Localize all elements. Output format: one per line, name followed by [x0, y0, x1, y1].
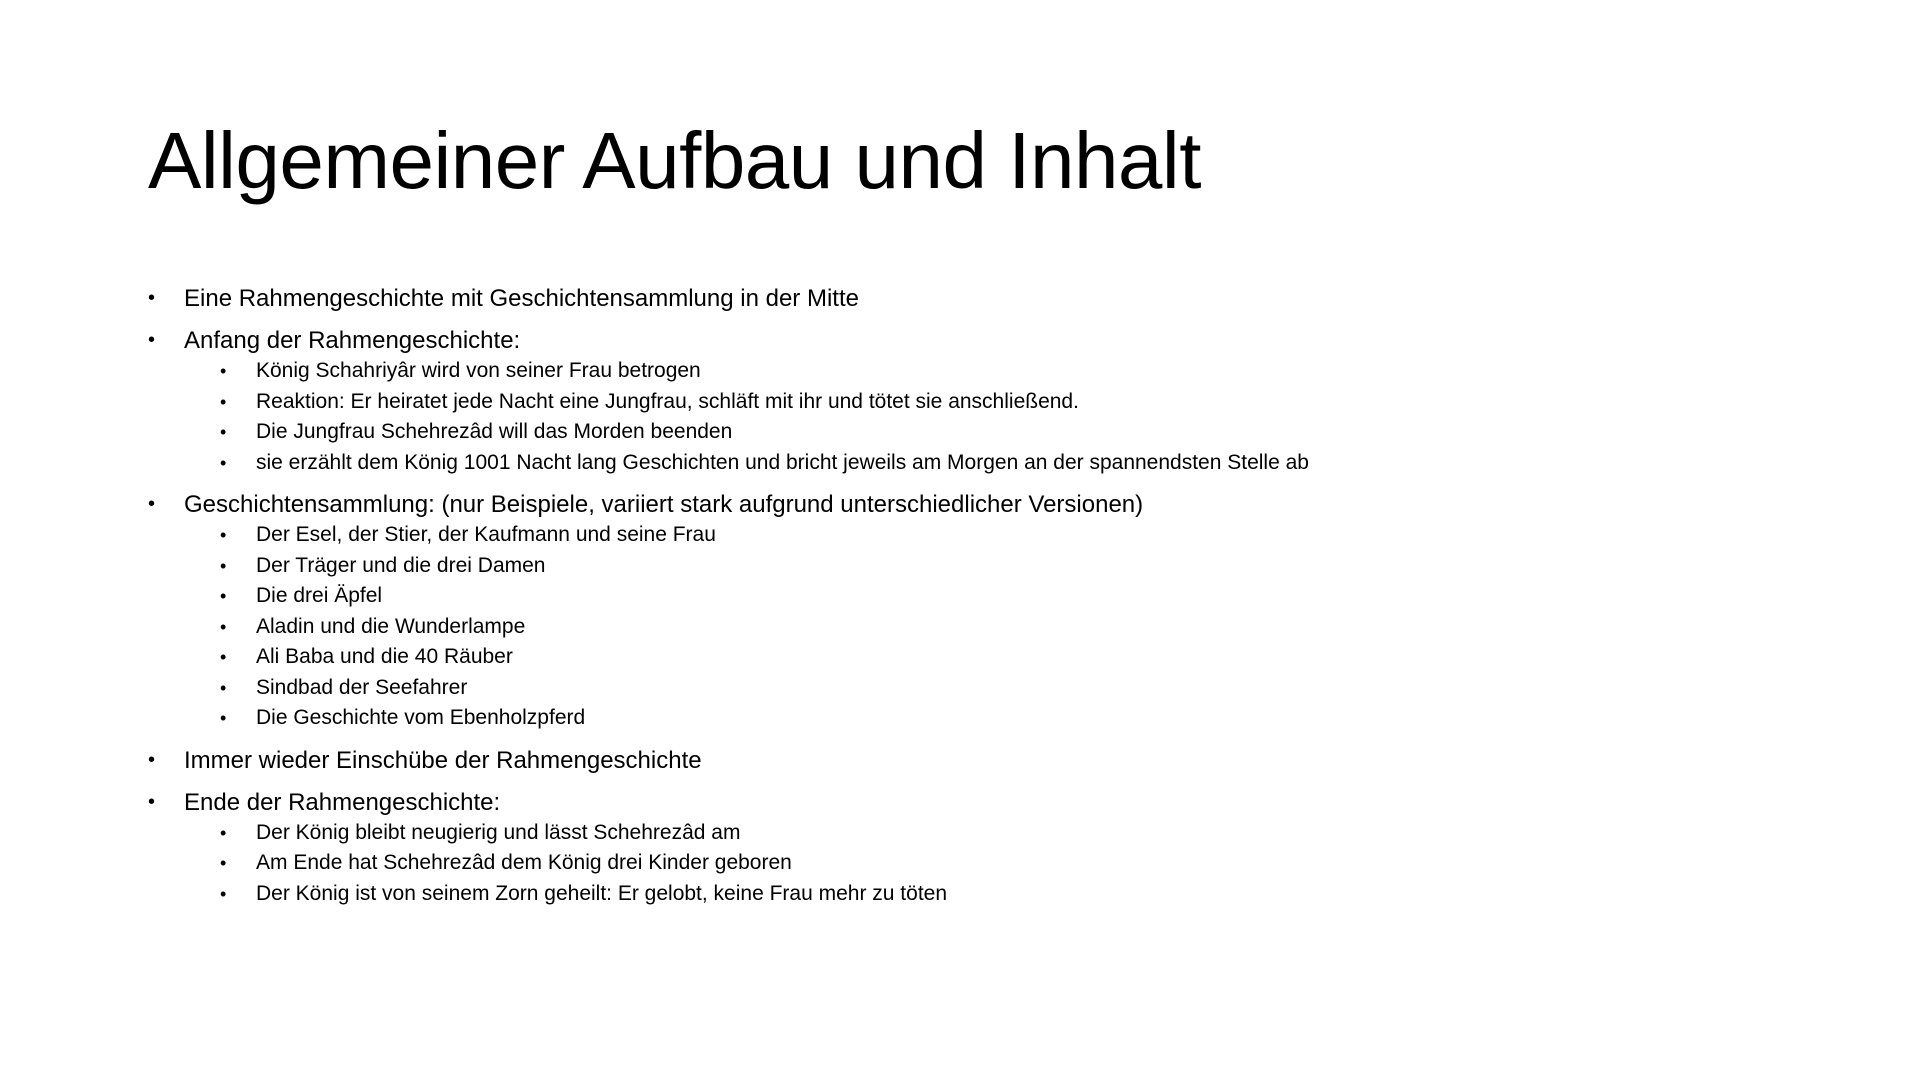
sub-bullet-icon: • — [220, 677, 227, 698]
bullet-text: Eine Rahmengeschichte mit Geschichtensammlung in der Mitte — [184, 285, 859, 312]
sub-bullet-icon: • — [220, 452, 227, 473]
sub-bullet-item — [148, 520, 1798, 551]
sub-bullet-item — [148, 387, 1798, 418]
sub-bullet-text: Reaktion: Er heiratet jede Nacht eine Jungfrau, schläft mit ihr und tötet sie anschließend. — [256, 389, 1079, 413]
sub-bullet-item — [148, 448, 1798, 479]
sub-bullet-icon: • — [220, 422, 227, 442]
sub-bullet-list — [148, 356, 1798, 478]
sub-bullet-item — [148, 417, 1798, 448]
sub-bullet-text: Ali Baba und die 40 Räuber — [256, 645, 513, 668]
sub-bullet-text: Die Geschichte vom Ebenholzpferd — [256, 706, 586, 729]
sub-bullet-item — [148, 818, 1798, 849]
sub-bullet-item — [148, 612, 1798, 643]
sub-bullet-item — [148, 879, 1798, 910]
bullet-text: Ende der Rahmengeschichte: — [184, 788, 501, 816]
bullet-icon: • — [148, 748, 156, 771]
sub-bullet-icon: • — [220, 525, 227, 545]
sub-bullet-text: Der König bleibt neugierig und lässt Schehrezâd am — [256, 820, 741, 844]
sub-bullet-item — [148, 581, 1798, 612]
sub-bullet-text: Die drei Äpfel — [256, 584, 383, 607]
sub-bullet-icon: • — [220, 853, 227, 873]
bullet-item — [148, 489, 1798, 734]
sub-bullet-text: Sindbad der Seefahrer — [256, 675, 468, 699]
sub-bullet-icon: • — [220, 822, 227, 843]
sub-bullet-icon: • — [220, 586, 227, 606]
bullet-text: Geschichtensammlung: (nur Beispiele, variiert stark aufgrund unterschiedlicher Versionen) — [184, 491, 1144, 518]
sub-bullet-list — [148, 818, 1798, 910]
sub-bullet-item — [148, 642, 1798, 673]
sub-bullet-text: König Schahriyâr wird von seiner Frau betrogen — [256, 359, 701, 382]
slide-title: Allgemeiner Aufbau und Inhalt — [148, 116, 1201, 205]
sub-bullet-text: Am Ende hat Schehrezâd dem König drei Kinder geboren — [256, 851, 792, 874]
bullet-item — [148, 787, 1798, 910]
sub-bullet-text: Aladin und die Wunderlampe — [256, 614, 526, 638]
sub-bullet-list — [148, 520, 1798, 734]
sub-bullet-icon: • — [220, 883, 227, 904]
sub-bullet-item — [148, 551, 1798, 582]
sub-bullet-text: Der Esel, der Stier, der Kaufmann und seine Frau — [256, 523, 716, 546]
sub-bullet-icon: • — [220, 361, 227, 381]
bullet-text: Immer wieder Einschübe der Rahmengeschichte — [184, 746, 702, 774]
slide-content — [148, 283, 1798, 920]
sub-bullet-text: Der König ist von seinem Zorn geheilt: Er gelobt, keine Frau mehr zu töten — [256, 881, 948, 905]
sub-bullet-icon: • — [220, 616, 227, 637]
sub-bullet-icon: • — [220, 708, 227, 728]
bullet-item — [148, 325, 1798, 478]
sub-bullet-text: Die Jungfrau Schehrezâd will das Morden beenden — [256, 420, 733, 443]
sub-bullet-icon: • — [220, 647, 227, 667]
bullet-item — [148, 283, 1798, 314]
sub-bullet-item — [148, 703, 1798, 734]
sub-bullet-icon: • — [220, 391, 227, 412]
sub-bullet-text: sie erzählt dem König 1001 Nacht lang Geschichten und bricht jeweils am Morgen an der spannendsten Stelle ab — [256, 450, 1309, 474]
sub-bullet-icon: • — [220, 555, 227, 576]
bullet-icon: • — [148, 790, 156, 813]
sub-bullet-item — [148, 673, 1798, 704]
bullet-icon: • — [148, 493, 156, 515]
bullet-list — [148, 283, 1798, 909]
bullet-item — [148, 745, 1798, 776]
sub-bullet-item — [148, 848, 1798, 879]
sub-bullet-item — [148, 356, 1798, 387]
bullet-icon: • — [148, 329, 156, 351]
sub-bullet-text: Der Träger und die drei Damen — [256, 553, 546, 577]
bullet-icon: • — [148, 287, 156, 309]
bullet-text: Anfang der Rahmengeschichte: — [184, 327, 521, 354]
